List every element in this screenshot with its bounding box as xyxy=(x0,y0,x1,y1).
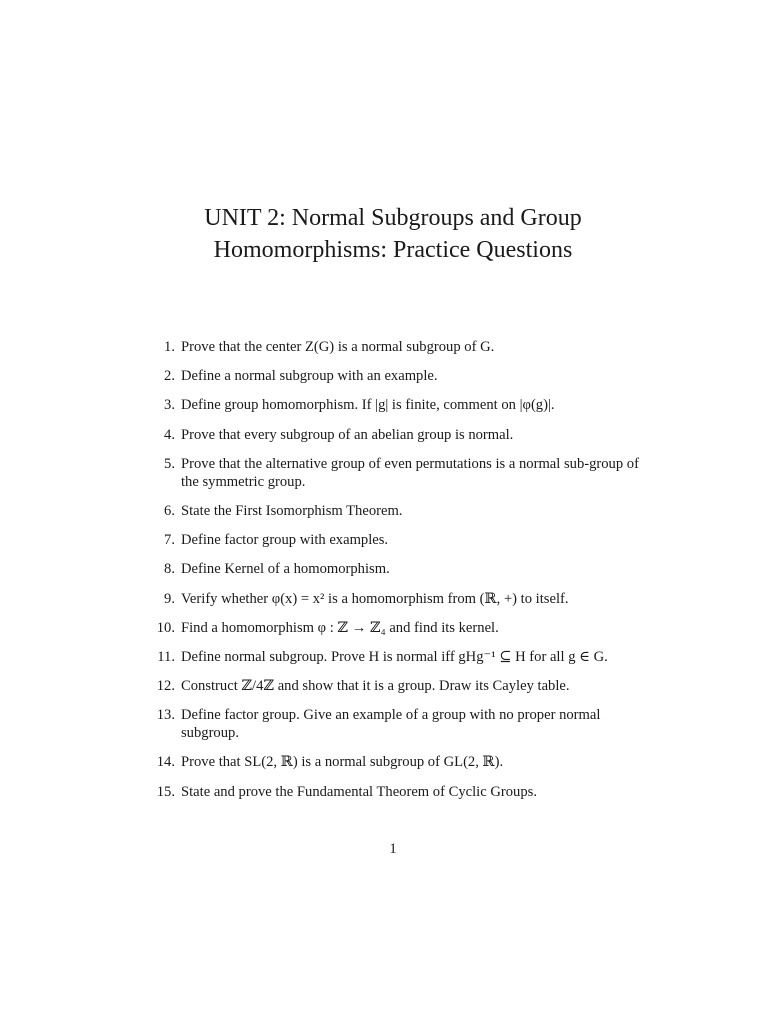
question-text: Prove that SL(2, ℝ) is a normal subgroup of GL(2, ℝ). xyxy=(181,754,504,771)
question-text: Find a homomorphism φ : ℤ → ℤ₄ and find its kernel. xyxy=(181,619,499,636)
question-number: 3. xyxy=(164,397,175,414)
question-number: 7. xyxy=(164,532,175,549)
question-number: 11. xyxy=(157,648,175,665)
question-number: 13. xyxy=(156,707,175,724)
question-number: 6. xyxy=(164,502,175,519)
question-item xyxy=(146,560,646,578)
question-number: 4. xyxy=(164,426,175,443)
question-number: 14. xyxy=(156,754,175,771)
question-item xyxy=(146,783,646,801)
question-number: 10. xyxy=(156,619,175,636)
question-text: Prove that every subgroup of an abelian group is normal. xyxy=(181,426,514,443)
question-text: Verify whether φ(x) = x² is a homomorphism from (ℝ, +) to itself. xyxy=(181,590,569,607)
question-item xyxy=(146,426,646,444)
question-text: Define Kernel of a homomorphism. xyxy=(181,561,390,578)
question-item xyxy=(146,706,646,742)
question-item xyxy=(146,677,646,695)
question-number: 12. xyxy=(156,678,175,695)
question-text: Prove that the alternative group of even permutations is a normal sub-group of the symmetric group. xyxy=(181,455,639,490)
question-item xyxy=(146,531,646,549)
question-number: 5. xyxy=(164,455,175,472)
question-text: Prove that the center Z(G) is a normal subgroup of G. xyxy=(181,339,495,355)
question-item xyxy=(146,753,646,771)
title-line-2: Homomorphisms: Practice Questions xyxy=(213,237,573,263)
question-item xyxy=(146,590,646,608)
question-item xyxy=(146,455,646,491)
question-number: 9. xyxy=(164,590,175,607)
question-number: 2. xyxy=(164,368,175,385)
question-text: Define factor group with examples. xyxy=(181,532,389,549)
page-number: 1 xyxy=(389,841,397,857)
question-text: State the First Isomorphism Theorem. xyxy=(181,502,403,519)
page-title xyxy=(0,202,768,266)
question-text: Construct ℤ/4ℤ and show that it is a group. Draw its Cayley table. xyxy=(181,678,570,695)
question-item xyxy=(146,338,646,356)
question-text: Define factor group. Give an example of a group with no proper normal subgroup. xyxy=(181,707,601,742)
question-item xyxy=(146,396,646,414)
question-list xyxy=(146,338,646,812)
question-text: Define a normal subgroup with an example. xyxy=(181,368,438,385)
title-line-1: UNIT 2: Normal Subgroups and Group xyxy=(204,205,582,231)
question-number: 8. xyxy=(164,561,175,578)
question-item xyxy=(146,502,646,520)
question-text: Define group homomorphism. If |g| is finite, comment on |φ(g)|. xyxy=(181,397,555,414)
question-number: 15. xyxy=(156,783,175,800)
question-number: 1. xyxy=(164,339,175,355)
question-text: State and prove the Fundamental Theorem of Cyclic Groups. xyxy=(181,783,537,800)
question-item xyxy=(146,648,646,666)
question-item xyxy=(146,619,646,637)
question-item xyxy=(146,367,646,385)
question-text: Define normal subgroup. Prove H is normal iff gHg⁻¹ ⊆ H for all g ∈ G. xyxy=(181,648,608,665)
